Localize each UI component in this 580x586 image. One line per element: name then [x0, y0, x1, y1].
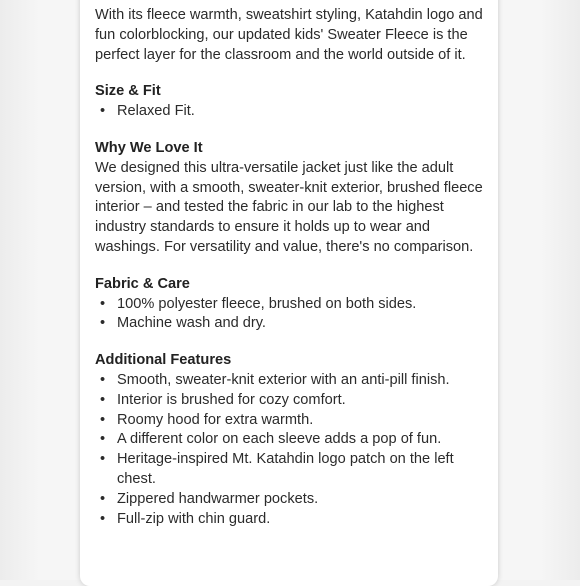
- why-we-love-it-paragraph: We designed this ultra-versatile jacket just like the adult version, with a smooth, sweater-knit exterior, brushed fleece interior – and tested the fabric in our lab to the highest industry standards to ensure it holds up to wear and washings. For versatility and value, there's no comparison.: [95, 159, 483, 255]
- list-item: • Zippered handwarmer pockets.: [95, 490, 490, 510]
- size-fit-heading: Size & Fit: [95, 83, 161, 100]
- list-item: • Interior is brushed for cozy comfort.: [95, 391, 490, 411]
- size-fit-list: [95, 102, 490, 122]
- list-item: • Full-zip with chin guard.: [95, 510, 490, 530]
- intro-paragraph: With its fleece warmth, sweatshirt styling, Katahdin logo and fun colorblocking, our updated kids' Sweater Fleece is the perfect layer for the classroom and the world outside of it.: [95, 7, 483, 63]
- list-item: • Roomy hood for extra warmth.: [95, 411, 490, 431]
- list-item: • Machine wash and dry.: [95, 314, 490, 334]
- why-we-love-it-heading: Why We Love It: [95, 139, 203, 156]
- list-item: • 100% polyester fleece, brushed on both sides.: [95, 295, 490, 315]
- list-item: • Heritage-inspired Mt. Katahdin logo patch on the left chest.: [95, 450, 490, 490]
- product-description: [95, 6, 490, 529]
- fabric-care-heading: Fabric & Care: [95, 275, 190, 292]
- list-item: • Smooth, sweater-knit exterior with an anti-pill finish.: [95, 371, 490, 391]
- additional-features-heading: Additional Features: [95, 352, 232, 369]
- list-item: • Relaxed Fit.: [95, 102, 490, 122]
- additional-features-list: [95, 371, 490, 529]
- list-item: • A different color on each sleeve adds a pop of fun.: [95, 430, 490, 450]
- fabric-care-list: [95, 295, 490, 335]
